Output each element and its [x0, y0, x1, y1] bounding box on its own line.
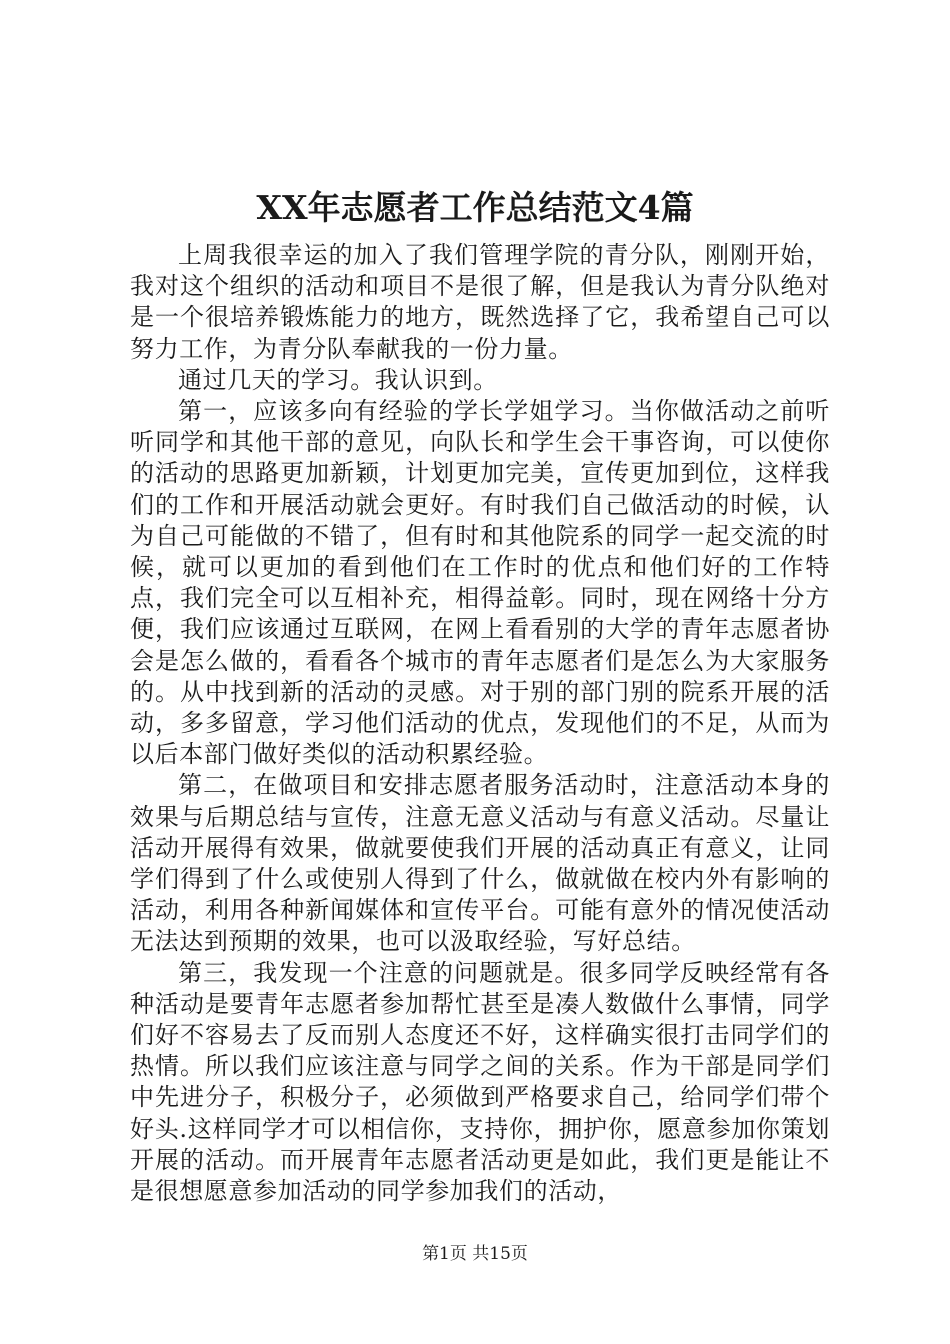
paragraph: 通过几天的学习。我认识到。 — [178, 365, 498, 394]
paragraph: 第三，我发现一个注意的问题就是。很多同学反映经常有各种活动是要青年志愿者参加帮忙甚至是凑人数做什么事情，同学们好不容易去了反而别人态度还不好，这样确实很打击同学们的热情。所以我们应该注意与同学之间的关系。作为干部是同学们中先进分子，积极分子，必须做到严格要求自己，给同学们带个好头.这样同学才可以相信你，支持你，拥护你，愿意参加你策划开展的活动。而开展青年志愿者活动更是如此，我们更是能让不是很想愿意参加活动的同学参加我们的活动， — [130, 958, 830, 1206]
page-title: XX年志愿者工作总结范文4篇 — [256, 188, 694, 227]
page-footer: 第1页 共15页 — [422, 1244, 528, 1264]
document-body — [130, 240, 830, 1207]
paragraph: 第二，在做项目和安排志愿者服务活动时，注意活动本身的效果与后期总结与宣传，注意无意义活动与有意义活动。尽量让活动开展得有效果，做就要使我们开展的活动真正有意义，让同学们得到了什么或使别人得到了什么，做就做在校内外有影响的活动，利用各种新闻媒体和宣传平台。可能有意外的情况使活动无法达到预期的效果，也可以汲取经验，写好总结。 — [130, 771, 830, 956]
paragraph: 上周我很幸运的加入了我们管理学院的青分队，刚刚开始，我对这个组织的活动和项目不是很了解，但是我认为青分队绝对是一个很培养锻炼能力的地方，既然选择了它，我希望自己可以努力工作，为青分队奉献我的一份力量。 — [130, 241, 830, 363]
paragraph: 第一，应该多向有经验的学长学姐学习。当你做活动之前听听同学和其他干部的意见，向队长和学生会干事咨询，可以使你的活动的思路更加新颖，计划更加完美，宣传更加到位，这样我们的工作和开展活动就会更好。有时我们自己做活动的时候，认为自己可能做的不错了，但有时和其他院系的同学一起交流的时候，就可以更加的看到他们在工作时的优点和他们好的工作特点，我们完全可以互相补充，相得益彰。同时，现在网络十分方便，我们应该通过互联网，在网上看看别的大学的青年志愿者协会是怎么做的，看看各个城市的青年志愿者们是怎么为大家服务的。从中找到新的活动的灵感。对于别的部门别的院系开展的活动，多多留意，学习他们活动的优点，发现他们的不足，从而为以后本部门做好类似的活动积累经验。 — [130, 397, 830, 769]
